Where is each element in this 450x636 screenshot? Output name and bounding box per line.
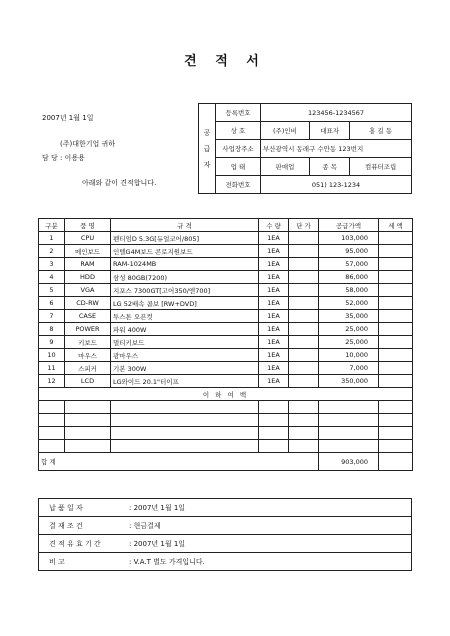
header-cell: 규 격 — [111, 219, 259, 232]
item-name-cell: 마우스 — [65, 349, 111, 362]
representative-value: 홍 길 동 — [350, 122, 412, 140]
greeting-text: 아래와 같이 견적합니다. — [82, 179, 157, 187]
item-no-cell: 7 — [39, 310, 65, 323]
reg-number-value: 123456-1234567 — [261, 104, 412, 122]
item-name-cell: CPU — [65, 232, 111, 245]
term-label: 납 품 일 자 — [49, 503, 83, 512]
item-qty-cell: 1EA — [259, 336, 289, 349]
item-qty-cell: 1EA — [259, 323, 289, 336]
item-name-cell: 메인보드 — [65, 245, 111, 258]
item-tax-cell — [379, 336, 413, 349]
item-no-cell: 12 — [39, 375, 65, 388]
table-row — [39, 310, 413, 323]
item-amount-cell: 103,000 — [319, 232, 379, 245]
representative-label: 대표자 — [309, 122, 349, 140]
item-spec-cell: 파워 400W — [111, 323, 259, 336]
term-value: : 현금결제 — [129, 521, 161, 530]
business-item-value: 컴퓨터조립 — [350, 158, 412, 176]
item-name-cell: 키보드 — [65, 336, 111, 349]
blank-marker: 이 하 여 백 — [39, 388, 413, 401]
company-value: (주)인비 — [261, 122, 310, 140]
item-no-cell: 3 — [39, 258, 65, 271]
item-tax-cell — [379, 349, 413, 362]
empty-cell — [259, 427, 289, 440]
empty-cell — [259, 401, 289, 414]
empty-row — [39, 440, 413, 453]
payment-condition-term — [39, 517, 412, 535]
total-tax — [379, 453, 413, 471]
empty-cell — [65, 414, 111, 427]
empty-cell — [379, 414, 413, 427]
business-type-value: 판매업 — [261, 158, 310, 176]
item-qty-cell: 1EA — [259, 284, 289, 297]
quote-date: 2007년 1월 1일 — [42, 114, 94, 122]
item-qty-cell: 1EA — [259, 375, 289, 388]
table-row — [39, 323, 413, 336]
table-row — [39, 271, 413, 284]
total-label: 합 계 — [39, 453, 319, 471]
item-no-cell: 4 — [39, 271, 65, 284]
item-name-cell: HDD — [65, 271, 111, 284]
empty-cell — [259, 440, 289, 453]
item-no-cell: 5 — [39, 284, 65, 297]
item-tax-cell — [379, 271, 413, 284]
item-tax-cell — [379, 232, 413, 245]
empty-cell — [289, 427, 319, 440]
term-label: 결 재 조 건 — [49, 521, 83, 530]
total-row — [39, 453, 413, 471]
item-amount-cell: 25,000 — [319, 323, 379, 336]
item-price-cell — [289, 375, 319, 388]
item-name-cell: CASE — [65, 310, 111, 323]
item-price-cell — [289, 271, 319, 284]
item-qty-cell: 1EA — [259, 349, 289, 362]
item-name-cell: CD-RW — [65, 297, 111, 310]
item-amount-cell: 10,000 — [319, 349, 379, 362]
item-price-cell — [289, 232, 319, 245]
item-amount-cell: 25,000 — [319, 336, 379, 349]
term-label: 견 적 유 효 기 간 — [49, 539, 101, 548]
phone-label: 전화번호 — [216, 176, 261, 194]
item-qty-cell: 1EA — [259, 297, 289, 310]
addressee: (주)대한기업 귀하 — [60, 140, 116, 148]
empty-row — [39, 401, 413, 414]
item-amount-cell: 350,000 — [319, 375, 379, 388]
address-value: 부산광역시 동래구 수안동 123번지 — [261, 140, 412, 158]
item-price-cell — [289, 362, 319, 375]
empty-cell — [65, 427, 111, 440]
supplier-side-label: 공 급 자 — [199, 104, 216, 194]
item-spec-cell: 펜티엄D 5.3G[듀얼코어/805] — [111, 232, 259, 245]
item-price-cell — [289, 258, 319, 271]
item-no-cell: 2 — [39, 245, 65, 258]
empty-cell — [379, 427, 413, 440]
item-spec-cell: 멀티키보드 — [111, 336, 259, 349]
item-no-cell: 8 — [39, 323, 65, 336]
empty-cell — [319, 427, 379, 440]
table-row — [39, 362, 413, 375]
item-spec-cell: LG와이드 20.1"터이프 — [111, 375, 259, 388]
item-no-cell: 11 — [39, 362, 65, 375]
address-label: 사업장주소 — [216, 140, 261, 158]
item-name-cell: 스피커 — [65, 362, 111, 375]
item-amount-cell: 57,000 — [319, 258, 379, 271]
item-tax-cell — [379, 245, 413, 258]
item-amount-cell: 7,000 — [319, 362, 379, 375]
empty-cell — [319, 440, 379, 453]
table-row — [39, 297, 413, 310]
item-tax-cell — [379, 284, 413, 297]
empty-cell — [289, 401, 319, 414]
term-label: 비 고 — [49, 557, 65, 566]
item-price-cell — [289, 336, 319, 349]
item-amount-cell: 58,000 — [319, 284, 379, 297]
empty-cell — [379, 440, 413, 453]
item-qty-cell: 1EA — [259, 245, 289, 258]
business-type-label: 업 태 — [216, 158, 261, 176]
table-row — [39, 232, 413, 245]
item-qty-cell: 1EA — [259, 232, 289, 245]
item-tax-cell — [379, 323, 413, 336]
header-cell: 단 가 — [289, 219, 319, 232]
header-cell: 구분 — [39, 219, 65, 232]
empty-cell — [111, 401, 259, 414]
table-row — [39, 258, 413, 271]
item-qty-cell: 1EA — [259, 258, 289, 271]
item-spec-cell: RAM-1024MB — [111, 258, 259, 271]
item-qty-cell: 1EA — [259, 271, 289, 284]
item-price-cell — [289, 297, 319, 310]
item-no-cell: 9 — [39, 336, 65, 349]
item-spec-cell: 지포스 7300GT[고어350/엔700] — [111, 284, 259, 297]
document-title: 견 적 서 — [184, 54, 266, 69]
empty-cell — [379, 401, 413, 414]
header-cell: 품 명 — [65, 219, 111, 232]
item-tax-cell — [379, 310, 413, 323]
term-value: : V.A.T 별도 가격입니다. — [129, 557, 205, 566]
item-name-cell: LCD — [65, 375, 111, 388]
empty-cell — [111, 440, 259, 453]
empty-cell — [65, 401, 111, 414]
table-header-row — [39, 219, 413, 232]
table-row — [39, 375, 413, 388]
item-amount-cell: 95,000 — [319, 245, 379, 258]
item-name-cell: RAM — [65, 258, 111, 271]
item-qty-cell: 1EA — [259, 310, 289, 323]
empty-cell — [39, 440, 65, 453]
item-price-cell — [289, 284, 319, 297]
item-amount-cell: 86,000 — [319, 271, 379, 284]
item-spec-cell: 인텔G4M보드 콘로지원보드 — [111, 245, 259, 258]
item-name-cell: VGA — [65, 284, 111, 297]
item-price-cell — [289, 310, 319, 323]
total-amount: 903,000 — [319, 453, 379, 471]
contact-person: 담 당 : 이용용 — [42, 154, 85, 162]
term-value: : 2007년 1월 1일 — [129, 539, 186, 548]
empty-cell — [289, 440, 319, 453]
empty-cell — [65, 440, 111, 453]
item-tax-cell — [379, 258, 413, 271]
delivery-date-term — [39, 499, 412, 517]
item-no-cell: 1 — [39, 232, 65, 245]
quote-items-table — [38, 218, 413, 471]
item-spec-cell: 삼성 80GB(7200) — [111, 271, 259, 284]
empty-cell — [319, 401, 379, 414]
table-row — [39, 336, 413, 349]
item-price-cell — [289, 323, 319, 336]
supplier-info-table — [198, 103, 412, 194]
item-spec-cell: 광마우스 — [111, 349, 259, 362]
empty-cell — [39, 427, 65, 440]
validity-term — [39, 535, 412, 553]
item-amount-cell: 52,000 — [319, 297, 379, 310]
header-cell: 공급가액 — [319, 219, 379, 232]
terms-table — [38, 498, 412, 571]
header-cell: 수 량 — [259, 219, 289, 232]
item-tax-cell — [379, 375, 413, 388]
item-spec-cell: LG 52배속 콤보 [RW+DVD] — [111, 297, 259, 310]
empty-cell — [111, 414, 259, 427]
empty-row — [39, 414, 413, 427]
item-spec-cell: 투스톤 오픈컷 — [111, 310, 259, 323]
item-qty-cell: 1EA — [259, 362, 289, 375]
table-row — [39, 245, 413, 258]
empty-cell — [39, 401, 65, 414]
item-no-cell: 10 — [39, 349, 65, 362]
item-amount-cell: 35,000 — [319, 310, 379, 323]
empty-cell — [39, 414, 65, 427]
empty-row — [39, 427, 413, 440]
table-row — [39, 284, 413, 297]
business-item-label: 종 목 — [309, 158, 349, 176]
item-spec-cell: 기본 300W — [111, 362, 259, 375]
phone-value: 051) 123-1234 — [261, 176, 412, 194]
empty-cell — [319, 414, 379, 427]
item-no-cell: 6 — [39, 297, 65, 310]
item-name-cell: POWER — [65, 323, 111, 336]
header-cell: 세 액 — [379, 219, 413, 232]
empty-cell — [111, 427, 259, 440]
item-price-cell — [289, 245, 319, 258]
empty-cell — [289, 414, 319, 427]
remarks-term — [39, 553, 412, 571]
item-tax-cell — [379, 362, 413, 375]
table-row — [39, 349, 413, 362]
company-label: 상 호 — [216, 122, 261, 140]
empty-cell — [259, 414, 289, 427]
reg-number-label: 등록번호 — [216, 104, 261, 122]
term-value: : 2007년 1월 1일 — [129, 503, 186, 512]
item-tax-cell — [379, 297, 413, 310]
item-price-cell — [289, 349, 319, 362]
